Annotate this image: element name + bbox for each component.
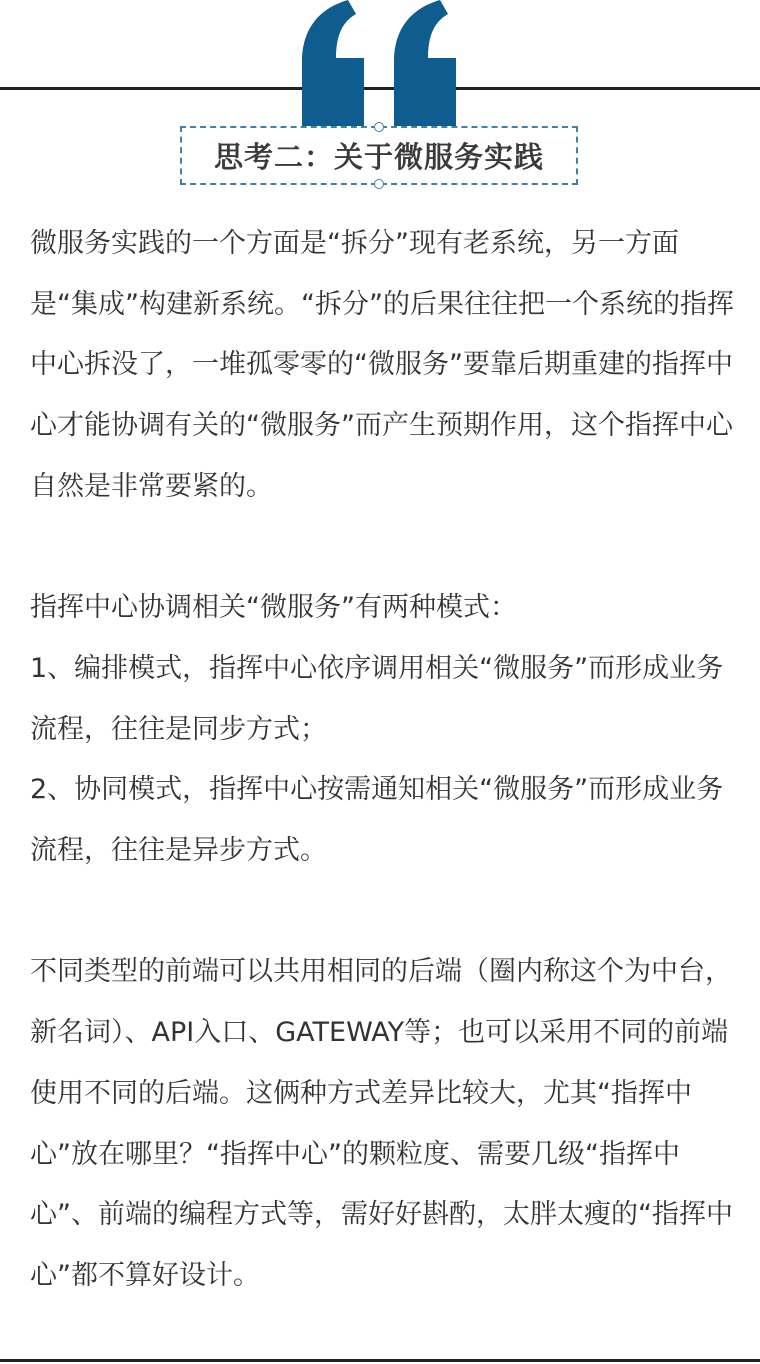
paragraph-intro: 微服务实践的一个方面是“拆分”现有老系统，另一方面是“集成”构建新系统。“拆分”的后果往往把一个系统的指挥中心拆没了，一堆孤零零的“微服务”要靠后期重建的指挥中心才能协调有关的“微服务”而产生预期作用，这个指挥中心自然是非常要紧的。 xyxy=(30,228,734,502)
double-quote-icon xyxy=(298,0,462,130)
article-body xyxy=(30,214,735,1307)
title-box-bottom-dot xyxy=(374,179,384,189)
paragraph-spacer xyxy=(30,882,735,943)
bottom-divider xyxy=(0,1359,760,1362)
paragraph-spacer xyxy=(30,518,735,579)
paragraph-mode-collaboration: 2、协同模式，指挥中心按需通知相关“微服务”而形成业务流程，往往是异步方式。 xyxy=(30,774,724,867)
paragraph-modes-heading: 指挥中心协调相关“微服务”有两种模式： xyxy=(30,592,517,624)
section-title: 思考二：关于微服务实践 xyxy=(213,140,544,174)
section-title-box xyxy=(180,126,578,185)
paragraph-frontend-backend: 不同类型的前端可以共用相同的后端（圈内称这个为中台，新名词）、API入口、GATEWAY等；也可以采用不同的前端使用不同的后端。这俩种方式差异比较大，尤其“指挥中心”放在哪里？“指挥中心”的颗粒度、需要几级“指挥中心”、前端的编程方式等，需好好斟酌，太胖太瘦的“指挥中心”都不算好设计。 xyxy=(30,956,733,1291)
paragraph-mode-orchestration: 1、编排模式，指挥中心依序调用相关“微服务”而形成业务流程，往往是同步方式； xyxy=(30,652,724,745)
title-box-top-dot xyxy=(374,122,384,132)
